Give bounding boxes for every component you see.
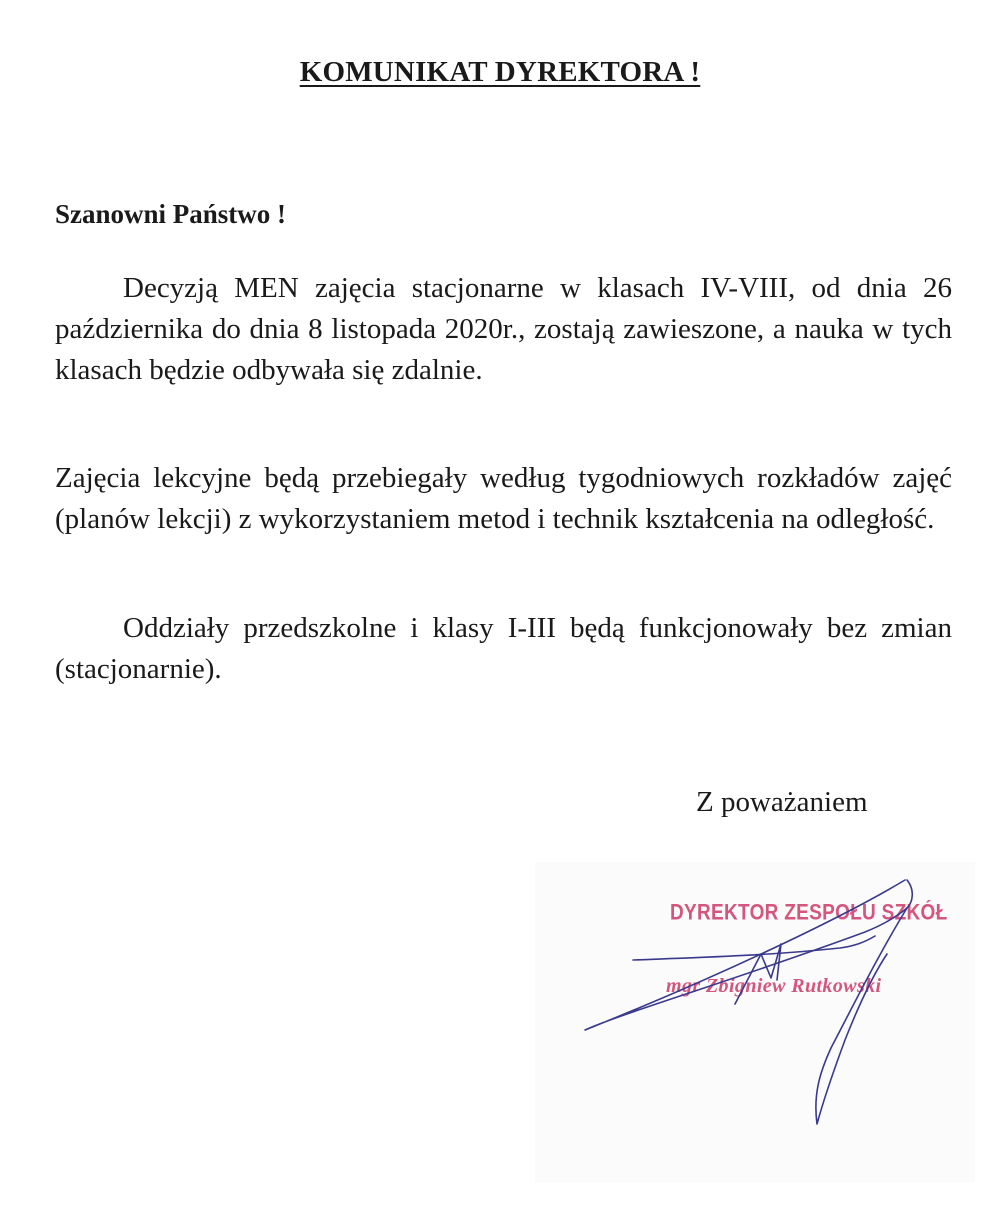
paragraph-1: Decyzją MEN zajęcia stacjonarne w klasach IV-VIII, od dnia 26 października do dnia 8 listopada 2020r., zostają zawieszone, a nauka w tych klasach będzie odbywała się zdalnie. — [55, 272, 952, 386]
stamp-name: mgr Zbigniew Rutkowski — [666, 975, 882, 997]
paragraph-3: Oddziały przedszkolne i klasy I-III będą funkcjonowały bez zmian (stacjonarnie). — [55, 612, 952, 685]
stamp-title: DYREKTOR ZESPOŁU SZKÓŁ — [670, 901, 948, 926]
closing-phrase: Z poważaniem — [696, 786, 868, 818]
handwritten-signature — [535, 862, 975, 1182]
salutation: Szanowni Państwo ! — [55, 199, 287, 229]
paragraph-2: Zajęcia lekcyjne będą przebiegały według tygodniowych rozkładów zajęć (planów lekcji) z wykorzystaniem metod i technik kształcenia na odległość. — [55, 462, 952, 535]
page-title: KOMUNIKAT DYREKTORA ! — [299, 56, 701, 88]
